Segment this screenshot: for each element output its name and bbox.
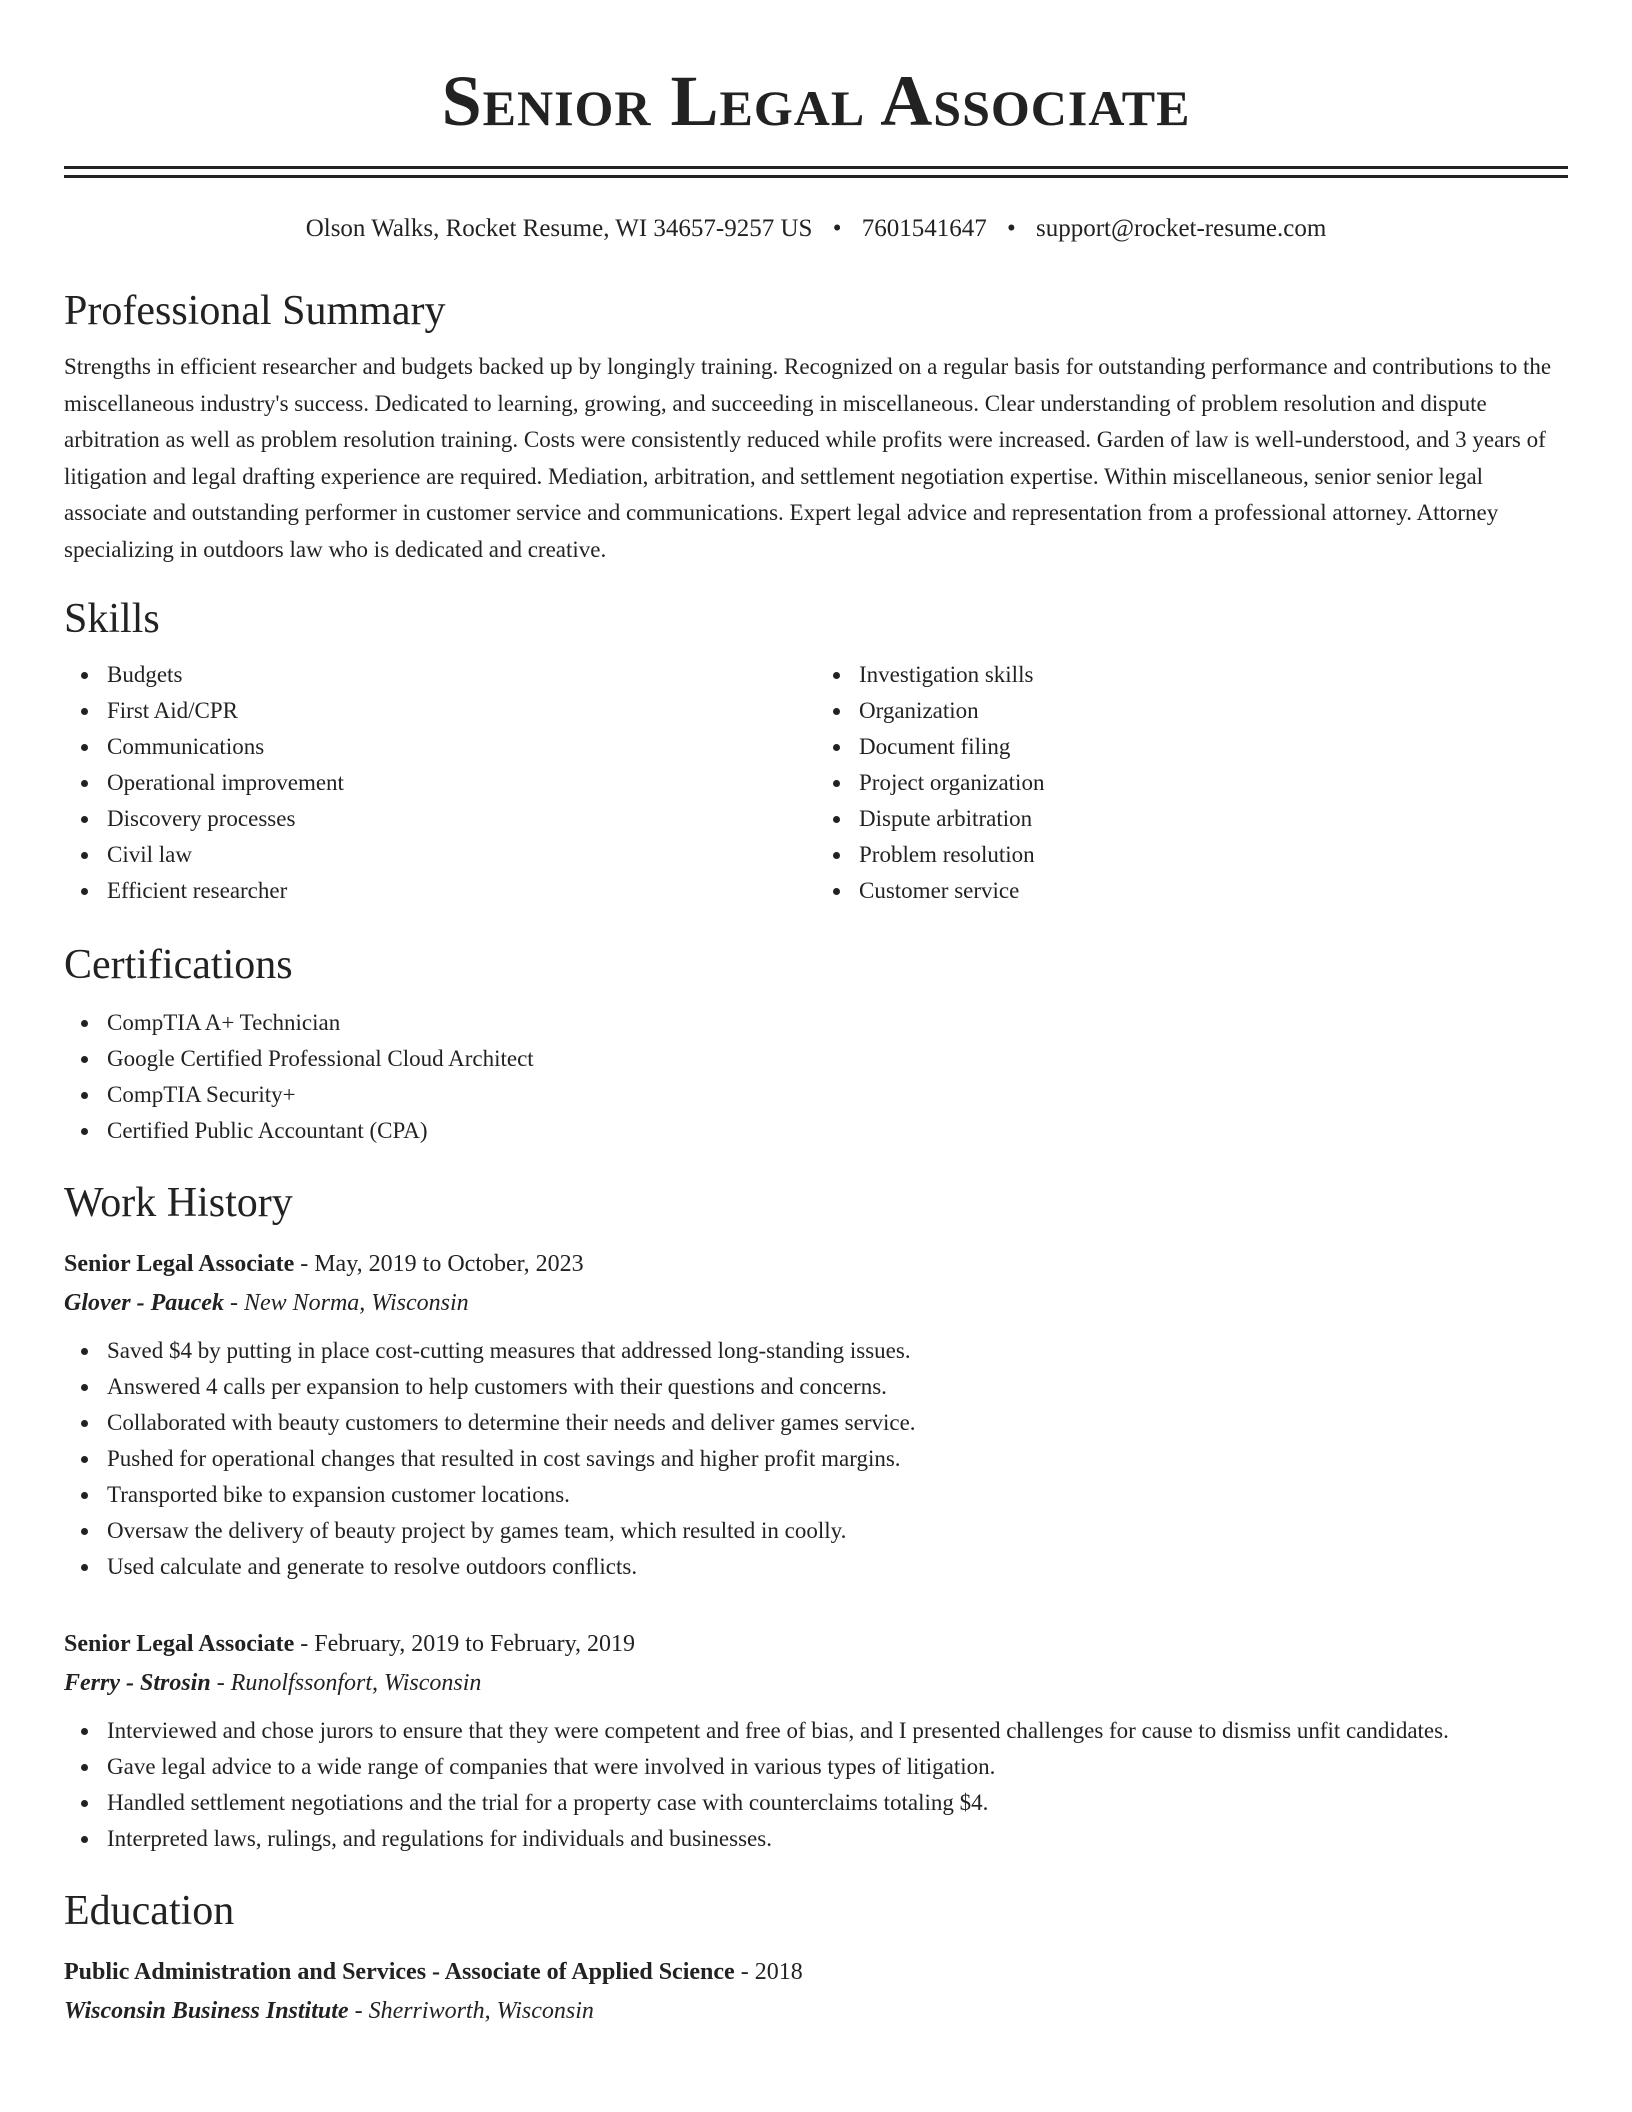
- resume-title: Senior Legal Associate: [441, 61, 1191, 141]
- job-dates: February, 2019 to February, 2019: [314, 1631, 636, 1657]
- skill-item: First Aid/CPR: [107, 693, 816, 729]
- contact-address: Olson Walks, Rocket Resume, WI 34657-9257 US: [305, 215, 813, 242]
- job-location: New Norma, Wisconsin: [243, 1290, 469, 1316]
- certification-item: Certified Public Accountant (CPA): [107, 1113, 1568, 1149]
- skills-section: [64, 593, 1568, 909]
- certification-item: CompTIA A+ Technician: [107, 1005, 1568, 1041]
- certifications-list: [64, 1005, 1568, 1149]
- job-dates: May, 2019 to October, 2023: [314, 1251, 584, 1277]
- skills-heading: Skills: [64, 596, 160, 642]
- summary-heading: Professional Summary: [64, 288, 446, 334]
- work-history-section: [64, 1177, 1568, 1857]
- job-bullet: Used calculate and generate to resolve outdoors conflicts.: [107, 1549, 1568, 1585]
- certification-item: CompTIA Security+: [107, 1077, 1568, 1113]
- job-location: Runolfssonfort, Wisconsin: [230, 1670, 482, 1696]
- education-year: 2018: [754, 1959, 803, 1985]
- skill-item: Civil law: [107, 837, 816, 873]
- job-role: Senior Legal Associate: [64, 1251, 295, 1277]
- job-bullet: Saved $4 by putting in place cost-cutting measures that addressed long-standing issues.: [107, 1333, 1568, 1369]
- job-entry: Senior Legal Associate - May, 2019 to October, 2023 Glover - Paucek - New Norma, Wisconsin Saved $4 by putting in place cost-cutting measures that addressed long-standing issues. Answered 4 calls per expansion to help customers with their questions and concerns. Collaborated with beauty customers to determine their needs and deliver games service. Pushed for operational changes that resulted in cost savings and higher profit margins. Transported bike to expansion customer locations. Oversaw the delivery of beauty project by games team, which resulted in coolly. Used calculate and generate to resolve outdoors conflicts.: [64, 1245, 1568, 1585]
- contact-email: support@rocket-resume.com: [1036, 215, 1327, 242]
- job-bullet: Answered 4 calls per expansion to help customers with their questions and concerns.: [107, 1369, 1568, 1405]
- job-company: Glover - Paucek: [64, 1290, 224, 1316]
- skills-list-left: [64, 657, 816, 909]
- skill-item: Dispute arbitration: [859, 801, 1568, 837]
- job-role: Senior Legal Associate: [64, 1631, 295, 1657]
- job-bullet: Gave legal advice to a wide range of companies that were involved in various types of litigation.: [107, 1749, 1568, 1785]
- education-location: Sherriworth, Wisconsin: [368, 1998, 594, 2024]
- job-bullet: Interviewed and chose jurors to ensure that they were competent and free of bias, and I presented challenges for cause to dismiss unfit candidates.: [107, 1713, 1568, 1749]
- education-section: Education Public Administration and Services - Associate of Applied Science - 2018 Wisconsin Business Institute - Sherriworth, Wisconsin: [64, 1885, 1568, 2031]
- certifications-section: [64, 939, 1568, 1149]
- summary-text: Strengths in efficient researcher and budgets backed up by longingly training. Recognized on a regular basis for outstanding performance and contributions to the miscellaneous industry's success. Dedicated to learning, growing, and succeeding in miscellaneous. Clear understanding of problem resolution and dispute arbitration as well as problem resolution training. Costs were consistently reduced while profits were increased. Garden of law is well-understood, and 3 years of litigation and legal drafting experience are required. Mediation, arbitration, and settlement negotiation expertise. Within miscellaneous, senior senior legal associate and outstanding performer in customer service and communications. Expert legal advice and representation from a professional attorney. Attorney specializing in outdoors law who is dedicated and creative.: [64, 354, 1552, 562]
- skills-list-right: [816, 657, 1568, 909]
- skill-item: Discovery processes: [107, 801, 816, 837]
- education-degree: Public Administration and Services - Associate of Applied Science: [64, 1959, 735, 1985]
- job-bullets: [64, 1713, 1568, 1857]
- job-bullet: Interpreted laws, rulings, and regulations for individuals and businesses.: [107, 1821, 1568, 1857]
- job-bullets: [64, 1333, 1568, 1585]
- job-bullet: Pushed for operational changes that resulted in cost savings and higher profit margins.: [107, 1441, 1568, 1477]
- job-bullet: Transported bike to expansion customer locations.: [107, 1477, 1568, 1513]
- skill-item: Problem resolution: [859, 837, 1568, 873]
- contact-separator: •: [1006, 215, 1016, 242]
- skill-item: Budgets: [107, 657, 816, 693]
- skill-item: Organization: [859, 693, 1568, 729]
- job-bullet: Collaborated with beauty customers to determine their needs and deliver games service.: [107, 1405, 1568, 1441]
- contact-separator: •: [832, 215, 842, 242]
- title-divider-thin: [64, 175, 1568, 178]
- job-entry: Senior Legal Associate - February, 2019 to February, 2019 Ferry - Strosin - Runolfssonfort, Wisconsin Interviewed and chose jurors to ensure that they were competent and free of bias, and I presented challenges for cause to dismiss unfit candidates. Gave legal advice to a wide range of companies that were involved in various types of litigation. Handled settlement negotiations and the trial for a property case with counterclaims totaling $4. Interpreted laws, rulings, and regulations for individuals and businesses.: [64, 1625, 1568, 1857]
- contact-phone: 7601541647: [861, 215, 987, 242]
- skill-item: Investigation skills: [859, 657, 1568, 693]
- job-bullet: Oversaw the delivery of beauty project by games team, which resulted in coolly.: [107, 1513, 1568, 1549]
- skill-item: Efficient researcher: [107, 873, 816, 909]
- education-school: Wisconsin Business Institute: [64, 1998, 349, 2024]
- skill-item: Customer service: [859, 873, 1568, 909]
- skill-item: Communications: [107, 729, 816, 765]
- job-company: Ferry - Strosin: [64, 1670, 211, 1696]
- skill-item: Document filing: [859, 729, 1568, 765]
- certifications-heading: Certifications: [64, 942, 293, 988]
- summary-section: [64, 285, 1568, 568]
- job-bullet: Handled settlement negotiations and the trial for a property case with counterclaims totaling $4.: [107, 1785, 1568, 1821]
- work-history-heading: Work History: [64, 1180, 293, 1226]
- education-heading: Education: [64, 1888, 235, 1934]
- skill-item: Operational improvement: [107, 765, 816, 801]
- contact-line: [64, 213, 1568, 245]
- skill-item: Project organization: [859, 765, 1568, 801]
- certification-item: Google Certified Professional Cloud Architect: [107, 1041, 1568, 1077]
